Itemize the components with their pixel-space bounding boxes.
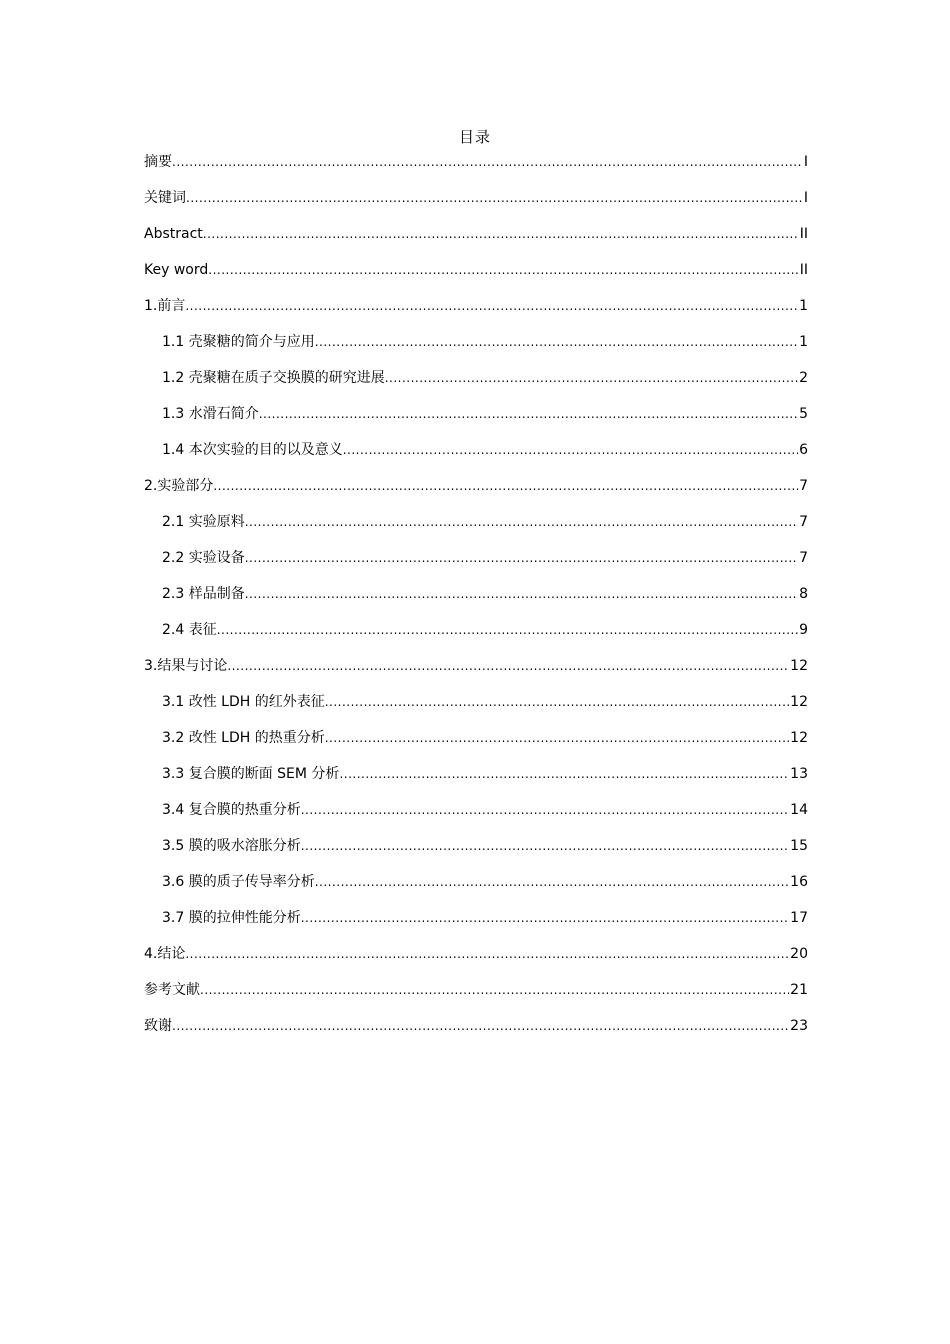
toc-entry-title: 1.3 水滑石简介	[162, 406, 259, 422]
toc-entry-title: 1.2 壳聚糖在质子交换膜的研究进展	[162, 370, 385, 386]
toc-entry[interactable]	[144, 223, 808, 259]
toc-entry[interactable]	[144, 439, 808, 475]
toc-entry-title: 1.1 壳聚糖的简介与应用	[162, 334, 315, 350]
toc-entry[interactable]	[144, 835, 808, 871]
toc-entry-title: 2.1 实验原料	[162, 514, 245, 530]
toc-entry-title: 2.实验部分	[144, 478, 214, 494]
toc-page-number: 21	[790, 982, 808, 998]
toc-page-number: II	[799, 226, 808, 242]
toc-entry-title: 3.7 膜的拉伸性能分析	[162, 910, 301, 926]
toc-dot-leader	[301, 799, 789, 821]
toc-entry-title: 参考文献	[144, 982, 200, 998]
toc-entry-title: 2.2 实验设备	[162, 550, 245, 566]
toc-entry[interactable]	[144, 583, 808, 619]
toc-page-number: 12	[790, 658, 808, 674]
toc-page-number: 1	[799, 298, 808, 314]
toc-dot-leader	[343, 439, 798, 461]
toc-dot-leader	[227, 655, 789, 677]
toc-page-number: 8	[799, 586, 808, 602]
toc-entry[interactable]	[144, 511, 808, 547]
toc-page-number: 7	[799, 514, 808, 530]
toc-entry[interactable]	[144, 547, 808, 583]
toc-entry[interactable]	[144, 727, 808, 763]
toc-entry-title: 3.结果与讨论	[144, 658, 228, 674]
toc-entry[interactable]	[144, 655, 808, 691]
toc-entry-title: 1.4 本次实验的目的以及意义	[162, 442, 343, 458]
toc-entry[interactable]	[144, 295, 808, 331]
toc-entry-title: 致谢	[144, 1018, 172, 1034]
toc-dot-leader	[213, 475, 798, 497]
toc-dot-leader	[301, 907, 789, 929]
toc-entry[interactable]	[144, 691, 808, 727]
toc-dot-leader	[315, 331, 798, 353]
toc-entry[interactable]	[144, 871, 808, 907]
toc-list	[144, 151, 808, 1051]
toc-dot-leader	[185, 295, 798, 317]
toc-entry-title: 3.3 复合膜的断面 SEM 分析	[162, 766, 340, 782]
toc-entry[interactable]	[144, 367, 808, 403]
toc-entry[interactable]	[144, 619, 808, 655]
toc-dot-leader	[301, 835, 789, 857]
toc-entry[interactable]	[144, 1015, 808, 1051]
toc-entry[interactable]	[144, 799, 808, 835]
toc-entry-title: 关键词	[144, 190, 186, 206]
toc-entry[interactable]	[144, 259, 808, 295]
toc-dot-leader	[245, 547, 798, 569]
toc-page-number: 15	[790, 838, 808, 854]
toc-dot-leader	[172, 151, 803, 173]
toc-dot-leader	[217, 619, 798, 641]
toc-dot-leader	[172, 1015, 789, 1037]
toc-title: 目录	[458, 128, 491, 146]
toc-page-number: 12	[790, 694, 808, 710]
toc-page-number: II	[799, 262, 808, 278]
toc-dot-leader	[315, 871, 789, 893]
toc-dot-leader	[325, 691, 789, 713]
toc-entry-title: Key word	[144, 262, 209, 278]
toc-page-number: 9	[799, 622, 808, 638]
toc-page-number: 14	[790, 802, 808, 818]
toc-entry-title: Abstract	[144, 226, 203, 242]
toc-dot-leader	[203, 223, 799, 245]
toc-entry-title: 4.结论	[144, 946, 186, 962]
toc-entry[interactable]	[144, 331, 808, 367]
toc-page-number: 20	[790, 946, 808, 962]
toc-entry[interactable]	[144, 475, 808, 511]
toc-entry[interactable]	[144, 187, 808, 223]
toc-dot-leader	[245, 583, 798, 605]
toc-page-number: 17	[790, 910, 808, 926]
toc-entry-title: 3.1 改性 LDH 的红外表征	[162, 694, 325, 710]
toc-entry-title: 3.4 复合膜的热重分析	[162, 802, 301, 818]
toc-entry-title: 3.5 膜的吸水溶胀分析	[162, 838, 301, 854]
toc-dot-leader	[339, 763, 789, 785]
toc-page-number: 23	[790, 1018, 808, 1034]
toc-dot-leader	[185, 943, 789, 965]
toc-page-number: 16	[790, 874, 808, 890]
toc-page-number: 7	[799, 478, 808, 494]
toc-entry[interactable]	[144, 943, 808, 979]
toc-dot-leader	[259, 403, 798, 425]
toc-dot-leader	[325, 727, 789, 749]
toc-entry[interactable]	[144, 403, 808, 439]
toc-entry-title: 2.4 表征	[162, 622, 217, 638]
toc-page-number: 1	[799, 334, 808, 350]
toc-page-number: I	[803, 154, 808, 170]
toc-dot-leader	[385, 367, 798, 389]
toc-entry-title: 3.2 改性 LDH 的热重分析	[162, 730, 325, 746]
toc-page-number: I	[803, 190, 808, 206]
toc-dot-leader	[245, 511, 798, 533]
toc-dot-leader	[186, 187, 803, 209]
toc-entry[interactable]	[144, 151, 808, 187]
toc-entry[interactable]	[144, 907, 808, 943]
toc-entry[interactable]	[144, 763, 808, 799]
toc-page-number: 5	[799, 406, 808, 422]
toc-page-number: 6	[799, 442, 808, 458]
toc-dot-leader	[200, 979, 789, 1001]
toc-page-number: 13	[790, 766, 808, 782]
toc-entry-title: 摘要	[144, 154, 172, 170]
toc-page-number: 12	[790, 730, 808, 746]
toc-entry-title: 3.6 膜的质子传导率分析	[162, 874, 315, 890]
toc-entry[interactable]	[144, 979, 808, 1015]
toc-page-number: 7	[799, 550, 808, 566]
toc-entry-title: 2.3 样品制备	[162, 586, 245, 602]
toc-page-number: 2	[799, 370, 808, 386]
toc-dot-leader	[208, 259, 798, 281]
toc-entry-title: 1.前言	[144, 298, 186, 314]
